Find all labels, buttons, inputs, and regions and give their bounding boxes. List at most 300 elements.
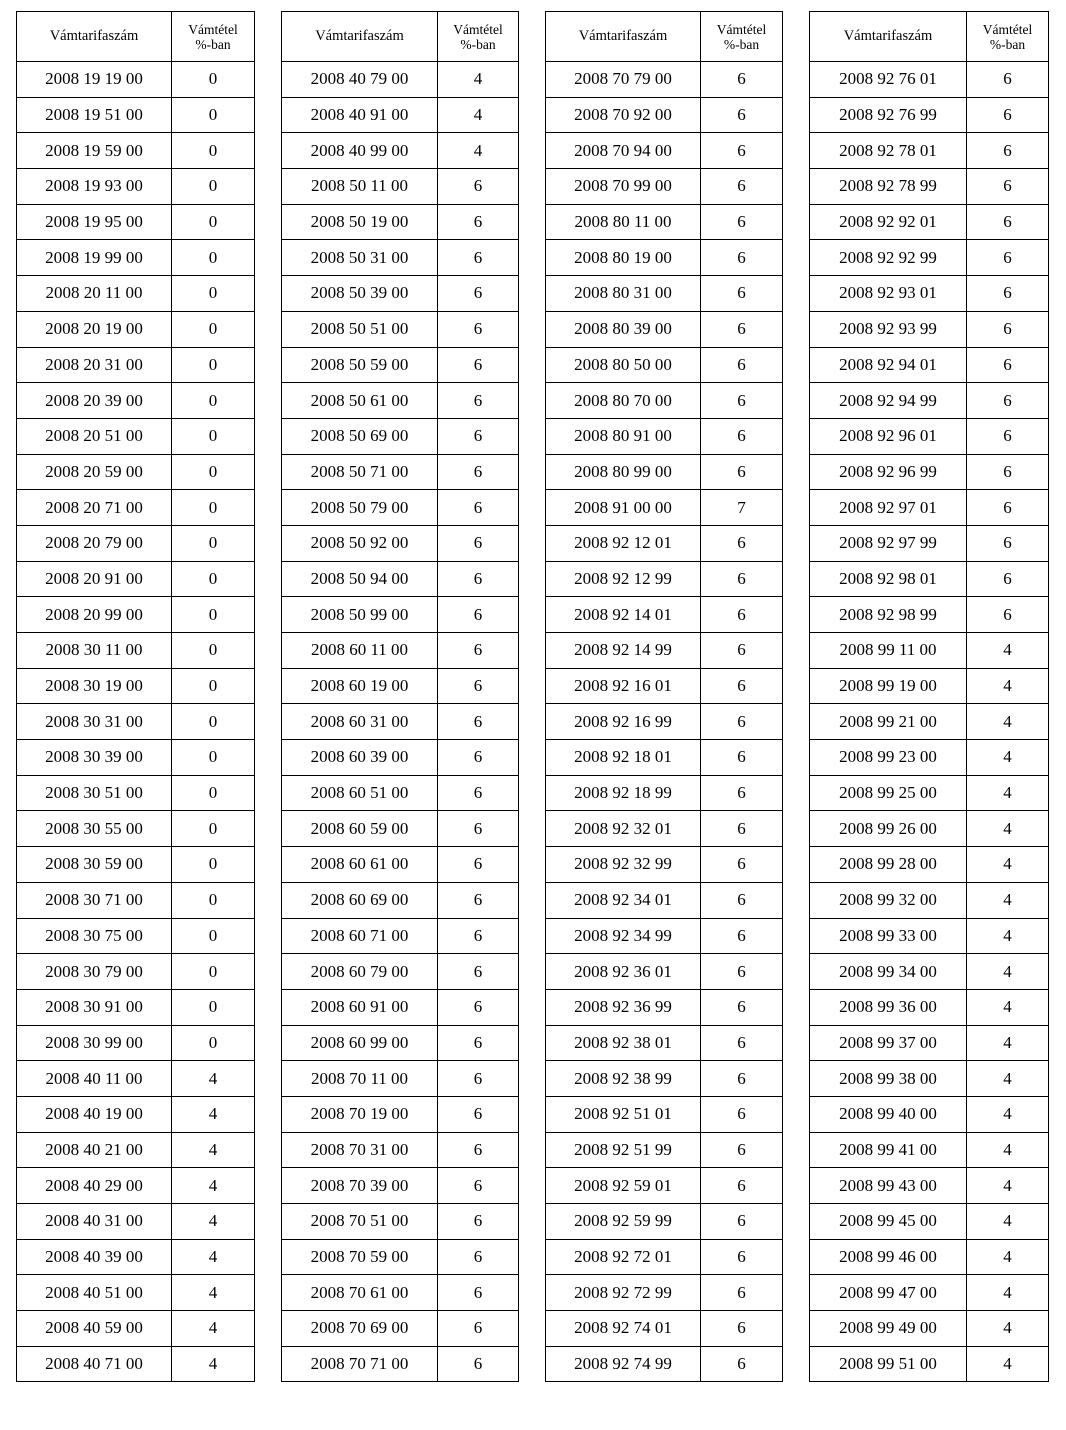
table-row	[17, 597, 255, 633]
duty-rate-cell: 0	[172, 1025, 255, 1061]
duty-rate-cell: 4	[967, 1025, 1049, 1061]
table-row	[17, 1025, 255, 1061]
table-row	[17, 954, 255, 990]
tariff-code-cell: 2008 92 36 99	[546, 989, 701, 1025]
duty-rate-cell: 6	[438, 525, 519, 561]
tariff-code-cell: 2008 40 19 00	[17, 1096, 172, 1132]
table-row	[282, 882, 519, 918]
duty-rate-cell: 0	[172, 240, 255, 276]
duty-rate-cell: 0	[172, 597, 255, 633]
tariff-code-cell: 2008 92 76 01	[810, 62, 967, 98]
table-row	[810, 1311, 1049, 1347]
tariff-code-cell: 2008 60 39 00	[282, 740, 438, 776]
table-row	[17, 1204, 255, 1240]
tariff-code-cell: 2008 80 39 00	[546, 311, 701, 347]
table-row	[810, 276, 1049, 312]
duty-rate-cell: 4	[172, 1096, 255, 1132]
table-row	[282, 204, 519, 240]
table-row	[282, 1346, 519, 1382]
table-body	[282, 62, 519, 1382]
tariff-code-cell: 2008 30 31 00	[17, 704, 172, 740]
duty-rate-cell: 6	[438, 989, 519, 1025]
duty-rate-cell: 6	[701, 418, 783, 454]
table-row	[17, 1061, 255, 1097]
tariff-code-cell: 2008 50 61 00	[282, 383, 438, 419]
tariff-code-cell: 2008 50 92 00	[282, 525, 438, 561]
table-row	[546, 1025, 783, 1061]
duty-rate-cell: 0	[172, 704, 255, 740]
tariff-code-cell: 2008 60 11 00	[282, 633, 438, 669]
table-row	[546, 383, 783, 419]
duty-rate-cell: 4	[967, 1096, 1049, 1132]
rate-header-line1: Vámtétel	[188, 21, 238, 37]
duty-rate-cell: 6	[701, 62, 783, 98]
duty-rate-cell: 6	[438, 490, 519, 526]
duty-rate-cell: 6	[701, 775, 783, 811]
tariff-code-cell: 2008 70 94 00	[546, 133, 701, 169]
table-row	[810, 882, 1049, 918]
tariff-code-cell: 2008 50 39 00	[282, 276, 438, 312]
duty-rate-cell: 6	[967, 490, 1049, 526]
duty-rate-cell: 6	[701, 740, 783, 776]
duty-rate-cell: 6	[438, 311, 519, 347]
table-row	[17, 1275, 255, 1311]
duty-rate-cell: 0	[172, 775, 255, 811]
table-row	[546, 775, 783, 811]
duty-rate-cell: 0	[172, 311, 255, 347]
header-row	[810, 12, 1049, 62]
duty-rate-cell: 6	[701, 882, 783, 918]
tariff-code-cell: 2008 99 32 00	[810, 882, 967, 918]
tariff-code-cell: 2008 30 59 00	[17, 847, 172, 883]
code-column-header: Vámtarifaszám	[810, 12, 967, 62]
table-row	[546, 62, 783, 98]
tariff-code-cell: 2008 30 75 00	[17, 918, 172, 954]
duty-rate-cell: 0	[172, 418, 255, 454]
table-row	[810, 954, 1049, 990]
tariff-code-cell: 2008 92 76 99	[810, 97, 967, 133]
table-row	[810, 918, 1049, 954]
table-row	[17, 62, 255, 98]
table-row	[282, 668, 519, 704]
tariff-code-cell: 2008 92 18 01	[546, 740, 701, 776]
table-row	[282, 97, 519, 133]
table-row	[17, 1132, 255, 1168]
tariff-code-cell: 2008 80 19 00	[546, 240, 701, 276]
table-row	[17, 918, 255, 954]
tariff-code-cell: 2008 99 49 00	[810, 1311, 967, 1347]
duty-rate-cell: 4	[967, 954, 1049, 990]
duty-rate-cell: 6	[701, 1346, 783, 1382]
table-row	[546, 1346, 783, 1382]
table-row	[282, 490, 519, 526]
duty-rate-cell: 6	[701, 1311, 783, 1347]
duty-rate-cell: 6	[967, 525, 1049, 561]
tariff-code-cell: 2008 99 28 00	[810, 847, 967, 883]
tariff-table-3	[545, 11, 783, 1382]
table-row	[546, 1061, 783, 1097]
tariff-code-cell: 2008 99 36 00	[810, 989, 967, 1025]
table-row	[546, 954, 783, 990]
tariff-code-cell: 2008 92 32 99	[546, 847, 701, 883]
tariff-code-cell: 2008 50 51 00	[282, 311, 438, 347]
tariff-code-cell: 2008 19 93 00	[17, 169, 172, 205]
table-row	[282, 561, 519, 597]
duty-rate-cell: 4	[967, 740, 1049, 776]
tariff-code-cell: 2008 92 12 01	[546, 525, 701, 561]
tariff-code-cell: 2008 50 19 00	[282, 204, 438, 240]
table-row	[810, 418, 1049, 454]
duty-rate-cell: 6	[701, 276, 783, 312]
duty-rate-cell: 6	[701, 633, 783, 669]
duty-rate-cell: 6	[438, 918, 519, 954]
table-row	[810, 62, 1049, 98]
table-row	[17, 525, 255, 561]
duty-rate-cell: 0	[172, 989, 255, 1025]
tariff-code-cell: 2008 99 38 00	[810, 1061, 967, 1097]
tariff-code-cell: 2008 20 39 00	[17, 383, 172, 419]
tariff-code-cell: 2008 80 70 00	[546, 383, 701, 419]
tariff-table-4	[809, 11, 1049, 1382]
duty-rate-cell: 0	[172, 882, 255, 918]
table-row	[546, 347, 783, 383]
tariff-code-cell: 2008 50 11 00	[282, 169, 438, 205]
tariff-code-cell: 2008 60 61 00	[282, 847, 438, 883]
duty-rate-cell: 0	[172, 276, 255, 312]
tariff-code-cell: 2008 60 69 00	[282, 882, 438, 918]
duty-rate-cell: 0	[172, 740, 255, 776]
tariff-code-cell: 2008 19 95 00	[17, 204, 172, 240]
duty-rate-cell: 6	[701, 454, 783, 490]
tariff-code-cell: 2008 30 99 00	[17, 1025, 172, 1061]
tariff-code-cell: 2008 20 51 00	[17, 418, 172, 454]
table-row	[282, 1204, 519, 1240]
tariff-code-cell: 2008 60 79 00	[282, 954, 438, 990]
duty-rate-cell: 6	[967, 383, 1049, 419]
table-row	[282, 383, 519, 419]
duty-rate-cell: 6	[438, 1311, 519, 1347]
duty-rate-cell: 6	[438, 276, 519, 312]
duty-rate-cell: 4	[967, 1275, 1049, 1311]
table-row	[282, 633, 519, 669]
table-row	[17, 775, 255, 811]
rate-column-header	[172, 12, 255, 62]
tariff-code-cell: 2008 92 74 99	[546, 1346, 701, 1382]
duty-rate-cell: 4	[967, 811, 1049, 847]
table-row	[546, 490, 783, 526]
duty-rate-cell: 0	[172, 668, 255, 704]
duty-rate-cell: 6	[967, 347, 1049, 383]
tariff-code-cell: 2008 92 98 99	[810, 597, 967, 633]
table-row	[546, 454, 783, 490]
tariff-code-cell: 2008 20 11 00	[17, 276, 172, 312]
duty-rate-cell: 4	[967, 1239, 1049, 1275]
table-row	[17, 668, 255, 704]
tariff-code-cell: 2008 92 96 99	[810, 454, 967, 490]
tariff-code-cell: 2008 40 21 00	[17, 1132, 172, 1168]
tariff-code-cell: 2008 40 31 00	[17, 1204, 172, 1240]
table-row	[282, 1168, 519, 1204]
code-column-header: Vámtarifaszám	[17, 12, 172, 62]
tariff-code-cell: 2008 99 26 00	[810, 811, 967, 847]
table-row	[17, 204, 255, 240]
duty-rate-cell: 4	[967, 1132, 1049, 1168]
tariff-code-cell: 2008 70 69 00	[282, 1311, 438, 1347]
table-row	[282, 1025, 519, 1061]
table-row	[546, 1275, 783, 1311]
duty-rate-cell: 6	[967, 276, 1049, 312]
table-row	[546, 704, 783, 740]
duty-rate-cell: 4	[172, 1132, 255, 1168]
tariff-code-cell: 2008 40 91 00	[282, 97, 438, 133]
duty-rate-cell: 6	[701, 1168, 783, 1204]
table-row	[546, 633, 783, 669]
tariff-code-cell: 2008 70 79 00	[546, 62, 701, 98]
table-row	[810, 1346, 1049, 1382]
tariff-code-cell: 2008 70 92 00	[546, 97, 701, 133]
tariff-code-cell: 2008 99 23 00	[810, 740, 967, 776]
duty-rate-cell: 6	[701, 918, 783, 954]
duty-rate-cell: 6	[438, 1204, 519, 1240]
tariff-code-cell: 2008 40 59 00	[17, 1311, 172, 1347]
duty-rate-cell: 0	[172, 62, 255, 98]
table-row	[546, 811, 783, 847]
duty-rate-cell: 6	[701, 811, 783, 847]
duty-rate-cell: 4	[172, 1346, 255, 1382]
duty-rate-cell: 6	[701, 97, 783, 133]
tariff-code-cell: 2008 30 91 00	[17, 989, 172, 1025]
table-row	[810, 1204, 1049, 1240]
tariff-code-cell: 2008 30 39 00	[17, 740, 172, 776]
tariff-code-cell: 2008 92 72 01	[546, 1239, 701, 1275]
tariff-code-cell: 2008 92 36 01	[546, 954, 701, 990]
duty-rate-cell: 4	[967, 882, 1049, 918]
duty-rate-cell: 6	[701, 1239, 783, 1275]
table-row	[810, 811, 1049, 847]
table-row	[810, 1275, 1049, 1311]
tariff-code-cell: 2008 20 71 00	[17, 490, 172, 526]
table-row	[17, 490, 255, 526]
tariff-code-cell: 2008 30 55 00	[17, 811, 172, 847]
tariff-code-cell: 2008 92 34 99	[546, 918, 701, 954]
table-row	[17, 1168, 255, 1204]
table-body	[546, 62, 783, 1382]
tariff-code-cell: 2008 19 59 00	[17, 133, 172, 169]
duty-rate-cell: 0	[172, 811, 255, 847]
duty-rate-cell: 6	[438, 597, 519, 633]
rate-header-line2: %-ban	[723, 36, 760, 52]
tariff-code-cell: 2008 70 51 00	[282, 1204, 438, 1240]
duty-rate-cell: 6	[701, 1061, 783, 1097]
duty-rate-cell: 4	[967, 989, 1049, 1025]
table-row	[17, 633, 255, 669]
tariff-code-cell: 2008 92 16 01	[546, 668, 701, 704]
tariff-code-cell: 2008 92 78 99	[810, 169, 967, 205]
tariff-code-cell: 2008 92 18 99	[546, 775, 701, 811]
table-row	[17, 1239, 255, 1275]
tariff-code-cell: 2008 30 71 00	[17, 882, 172, 918]
table-row	[17, 989, 255, 1025]
tariff-code-cell: 2008 99 19 00	[810, 668, 967, 704]
rate-header-line1: Vámtétel	[982, 21, 1033, 37]
tariff-code-cell: 2008 99 37 00	[810, 1025, 967, 1061]
duty-rate-cell: 0	[172, 561, 255, 597]
tariff-code-cell: 2008 92 93 99	[810, 311, 967, 347]
table-row	[810, 240, 1049, 276]
tariff-code-cell: 2008 19 19 00	[17, 62, 172, 98]
duty-rate-cell: 6	[438, 775, 519, 811]
tariff-code-cell: 2008 92 97 01	[810, 490, 967, 526]
tariff-code-cell: 2008 50 71 00	[282, 454, 438, 490]
duty-rate-cell: 4	[172, 1311, 255, 1347]
table-row	[282, 1311, 519, 1347]
duty-rate-cell: 4	[967, 918, 1049, 954]
duty-rate-cell: 6	[701, 133, 783, 169]
table-row	[546, 240, 783, 276]
tariff-code-cell: 2008 20 59 00	[17, 454, 172, 490]
table-row	[282, 454, 519, 490]
duty-rate-cell: 6	[967, 311, 1049, 347]
duty-rate-cell: 6	[701, 204, 783, 240]
tariff-code-cell: 2008 19 51 00	[17, 97, 172, 133]
table-row	[282, 418, 519, 454]
duty-rate-cell: 6	[438, 454, 519, 490]
table-row	[810, 989, 1049, 1025]
duty-rate-cell: 0	[172, 847, 255, 883]
tariff-code-cell: 2008 92 34 01	[546, 882, 701, 918]
tariff-code-cell: 2008 92 92 99	[810, 240, 967, 276]
duty-rate-cell: 0	[172, 954, 255, 990]
tariff-code-cell: 2008 92 94 01	[810, 347, 967, 383]
duty-rate-cell: 6	[438, 1132, 519, 1168]
duty-rate-cell: 6	[701, 1275, 783, 1311]
tariff-code-cell: 2008 99 47 00	[810, 1275, 967, 1311]
duty-rate-cell: 4	[172, 1168, 255, 1204]
table-row	[810, 1239, 1049, 1275]
duty-rate-cell: 4	[967, 775, 1049, 811]
duty-rate-cell: 6	[967, 97, 1049, 133]
table-row	[282, 1061, 519, 1097]
tariff-code-cell: 2008 60 99 00	[282, 1025, 438, 1061]
duty-rate-cell: 6	[701, 169, 783, 205]
table-row	[282, 704, 519, 740]
duty-rate-cell: 6	[701, 668, 783, 704]
duty-rate-cell: 6	[438, 240, 519, 276]
table-row	[282, 276, 519, 312]
tariff-code-cell: 2008 92 38 01	[546, 1025, 701, 1061]
table-row	[546, 561, 783, 597]
duty-rate-cell: 6	[967, 133, 1049, 169]
table-row	[17, 454, 255, 490]
duty-rate-cell: 6	[701, 525, 783, 561]
duty-rate-cell: 6	[438, 668, 519, 704]
table-row	[282, 1239, 519, 1275]
tariff-code-cell: 2008 92 72 99	[546, 1275, 701, 1311]
duty-rate-cell: 4	[967, 668, 1049, 704]
tariff-code-cell: 2008 19 99 00	[17, 240, 172, 276]
table-row	[282, 811, 519, 847]
table-row	[546, 918, 783, 954]
table-row	[282, 169, 519, 205]
duty-rate-cell: 6	[701, 597, 783, 633]
table-row	[17, 383, 255, 419]
duty-rate-cell: 6	[701, 1204, 783, 1240]
tariff-code-cell: 2008 92 38 99	[546, 1061, 701, 1097]
table-row	[282, 1132, 519, 1168]
tariff-code-cell: 2008 30 51 00	[17, 775, 172, 811]
tariff-code-cell: 2008 70 11 00	[282, 1061, 438, 1097]
table-row	[17, 276, 255, 312]
table-row	[17, 311, 255, 347]
table-row	[810, 704, 1049, 740]
table-row	[17, 704, 255, 740]
table-row	[810, 633, 1049, 669]
duty-rate-cell: 6	[967, 62, 1049, 98]
tariff-code-cell: 2008 50 69 00	[282, 418, 438, 454]
duty-rate-cell: 6	[701, 311, 783, 347]
table-row	[546, 311, 783, 347]
duty-rate-cell: 6	[438, 847, 519, 883]
duty-rate-cell: 6	[701, 240, 783, 276]
duty-rate-cell: 6	[967, 418, 1049, 454]
tariff-code-cell: 2008 92 51 99	[546, 1132, 701, 1168]
table-row	[17, 561, 255, 597]
table-row	[546, 1168, 783, 1204]
duty-rate-cell: 6	[701, 1132, 783, 1168]
duty-rate-cell: 6	[701, 1096, 783, 1132]
table-row	[546, 1311, 783, 1347]
table-body	[810, 62, 1049, 1382]
table-row	[282, 740, 519, 776]
tariff-code-cell: 2008 99 25 00	[810, 775, 967, 811]
tariff-code-cell: 2008 50 59 00	[282, 347, 438, 383]
duty-rate-cell: 6	[438, 1061, 519, 1097]
tariff-code-cell: 2008 70 99 00	[546, 169, 701, 205]
duty-rate-cell: 6	[438, 1275, 519, 1311]
duty-rate-cell: 7	[701, 490, 783, 526]
table-row	[546, 668, 783, 704]
duty-rate-cell: 4	[967, 1168, 1049, 1204]
table-row	[810, 1132, 1049, 1168]
table-row	[546, 597, 783, 633]
rate-header-line1: Vámtétel	[716, 21, 767, 37]
table-row	[810, 311, 1049, 347]
rate-header-line1: Vámtétel	[453, 21, 503, 37]
tariff-code-cell: 2008 92 97 99	[810, 525, 967, 561]
tariff-code-cell: 2008 99 46 00	[810, 1239, 967, 1275]
table-body	[17, 62, 255, 1382]
tariff-code-cell: 2008 20 99 00	[17, 597, 172, 633]
tariff-code-cell: 2008 92 59 99	[546, 1204, 701, 1240]
table-row	[546, 204, 783, 240]
duty-rate-cell: 6	[438, 633, 519, 669]
duty-rate-cell: 4	[967, 1204, 1049, 1240]
duty-rate-cell: 6	[701, 704, 783, 740]
duty-rate-cell: 0	[172, 525, 255, 561]
table-row	[282, 597, 519, 633]
duty-rate-cell: 0	[172, 383, 255, 419]
tariff-code-cell: 2008 99 34 00	[810, 954, 967, 990]
table-row	[546, 133, 783, 169]
duty-rate-cell: 0	[172, 204, 255, 240]
duty-rate-cell: 6	[701, 989, 783, 1025]
table-row	[282, 62, 519, 98]
duty-rate-cell: 6	[438, 704, 519, 740]
table-row	[546, 740, 783, 776]
duty-rate-cell: 4	[172, 1061, 255, 1097]
tariff-code-cell: 2008 40 11 00	[17, 1061, 172, 1097]
tariff-code-cell: 2008 80 91 00	[546, 418, 701, 454]
